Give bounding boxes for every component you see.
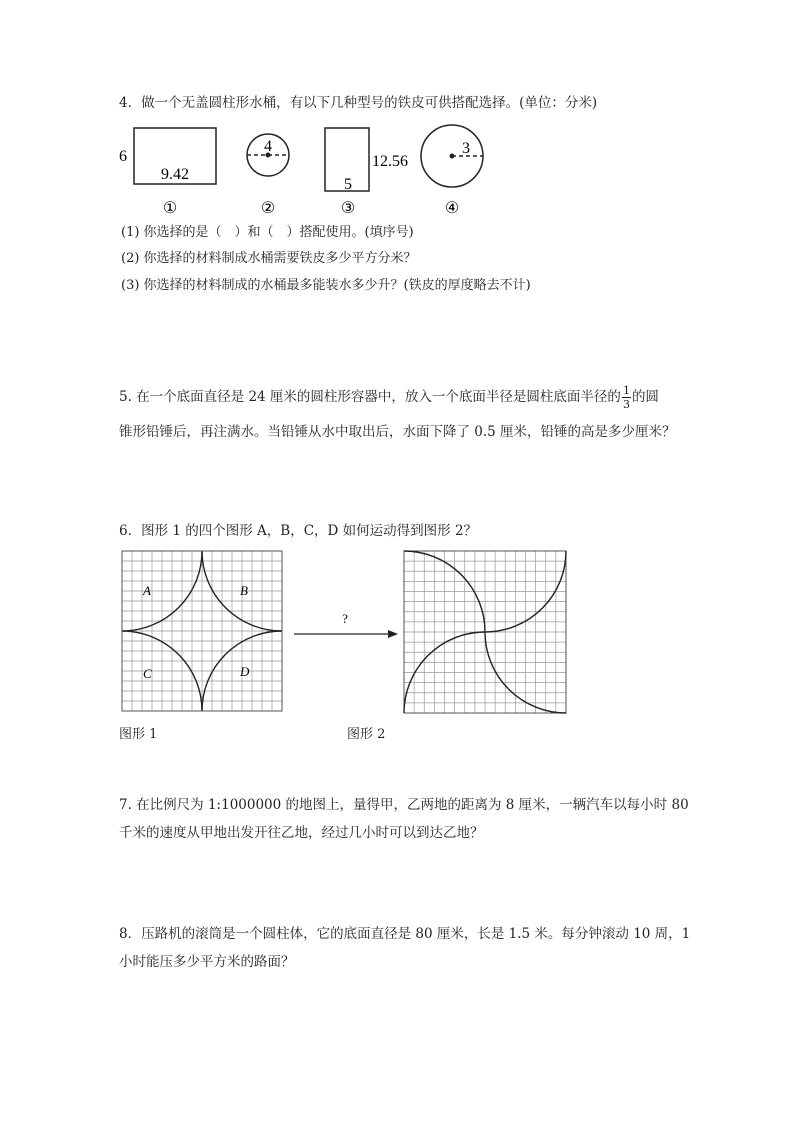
- q4-sub3: (3) 你选择的材料制成的水桶最多能装水多少升？(铁皮的厚度略去不计): [121, 278, 531, 293]
- q6-figures: [110, 545, 580, 720]
- q8-line1: 8．压路机的滚筒是一个圆柱体，它的底面直径是 80 厘米，长是 1.5 米。每分钟滚动 10 周，1: [119, 926, 691, 942]
- q4-sub2: (2) 你选择的材料制成水桶需要铁皮多少平方分米？: [121, 251, 417, 266]
- figure1-grid: [122, 551, 282, 711]
- q5-fraction: [622, 385, 631, 410]
- caption-figure1: 图形 1: [119, 727, 158, 742]
- q7-line1: 7. 在比例尺为 1:1000000 的地图上，量得甲，乙两地的距离为 8 厘米，一辆汽车以每小时 80: [119, 797, 689, 813]
- q8-line2: 小时能压多少平方米的路面？: [119, 954, 295, 970]
- caption-figure2: 图形 2: [347, 727, 386, 742]
- shape3-bottom-label: 5: [344, 176, 352, 193]
- label-d: D: [240, 664, 250, 679]
- shape1-bottom-label: 9.42: [161, 166, 189, 183]
- label-b: B: [240, 583, 248, 598]
- q7-line2: 千米的速度从甲地出发开往乙地，经过几小时可以到达乙地？: [119, 825, 484, 841]
- shape1-side-label: 6: [119, 148, 127, 165]
- shape1-number: ①: [162, 200, 178, 217]
- shape2-radius-label: 4: [264, 138, 272, 155]
- shape3-number: ③: [340, 200, 356, 217]
- fraction-denominator: 3: [622, 398, 630, 411]
- q5-line1-b: 的圆: [631, 389, 659, 405]
- shape2-number: ②: [260, 200, 276, 217]
- q5-line2: 锥形铅锤后，再注满水。当铅锤从水中取出后，水面下降了 0.5 厘米，铅锤的高是多少厘米？: [119, 424, 676, 440]
- q4-figures: [110, 118, 510, 218]
- q4-sub1: (1) 你选择的是（ ）和（ ）搭配使用。(填序号): [121, 225, 414, 240]
- fraction-numerator: 1: [622, 384, 630, 397]
- q5-line1-a: 5. 在一个底面直径是 24 厘米的圆柱形容器中，放入一个底面半径是圆柱底面半径的: [119, 389, 621, 405]
- arrow-label: ?: [342, 611, 348, 626]
- q6-text: 6．图形 1 的四个图形 A，B，C，D 如何运动得到图形 2？: [119, 523, 478, 539]
- label-a: A: [143, 583, 151, 598]
- label-c: C: [143, 666, 152, 681]
- shape3-side-label: 12.56: [372, 153, 408, 170]
- shape4-radius-label: 3: [462, 140, 470, 157]
- q5-line1: [119, 385, 659, 410]
- q4-text: 4．做一个无盖圆柱形水桶，有以下几种型号的铁皮可供搭配选择。(单位：分米): [119, 95, 598, 111]
- shape4-number: ④: [444, 200, 460, 217]
- arrow-head: [388, 630, 398, 638]
